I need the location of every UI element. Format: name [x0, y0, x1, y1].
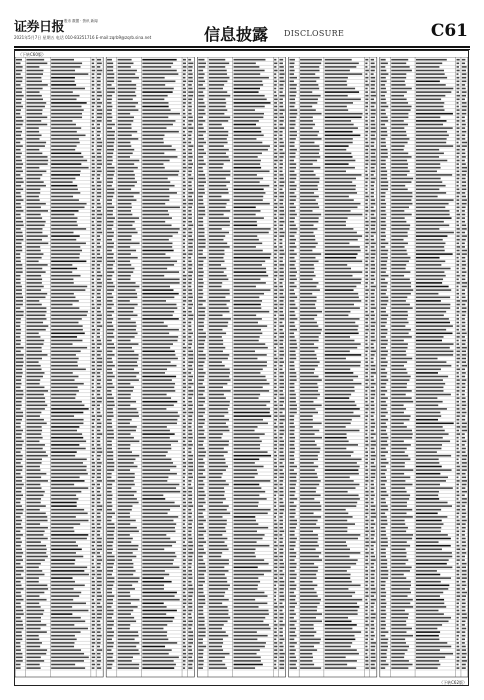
section-title-english: DISCLOSURE	[284, 29, 345, 38]
table-column	[380, 57, 468, 677]
header-rule	[14, 46, 470, 48]
table-column	[289, 57, 377, 677]
continued-from-label: （下转C60版）	[18, 52, 46, 57]
table-column	[106, 57, 194, 677]
table-column	[197, 57, 285, 677]
newspaper-logo: 证券日报	[14, 20, 65, 35]
page-number: C61	[430, 21, 468, 41]
continued-to-label: （下转C62版）	[439, 680, 467, 685]
section-title: 信息披露	[204, 25, 269, 44]
logo-subtitle: 股市 数据 · 资讯 新闻	[64, 19, 98, 23]
dateline: 2021年5月7日 星期五 电话 010-83251716 E-mail:zqrb9@zqrb.sina.net	[14, 35, 152, 40]
disclosure-table-columns	[14, 57, 470, 679]
table-column	[15, 57, 103, 677]
masthead	[0, 0, 484, 48]
